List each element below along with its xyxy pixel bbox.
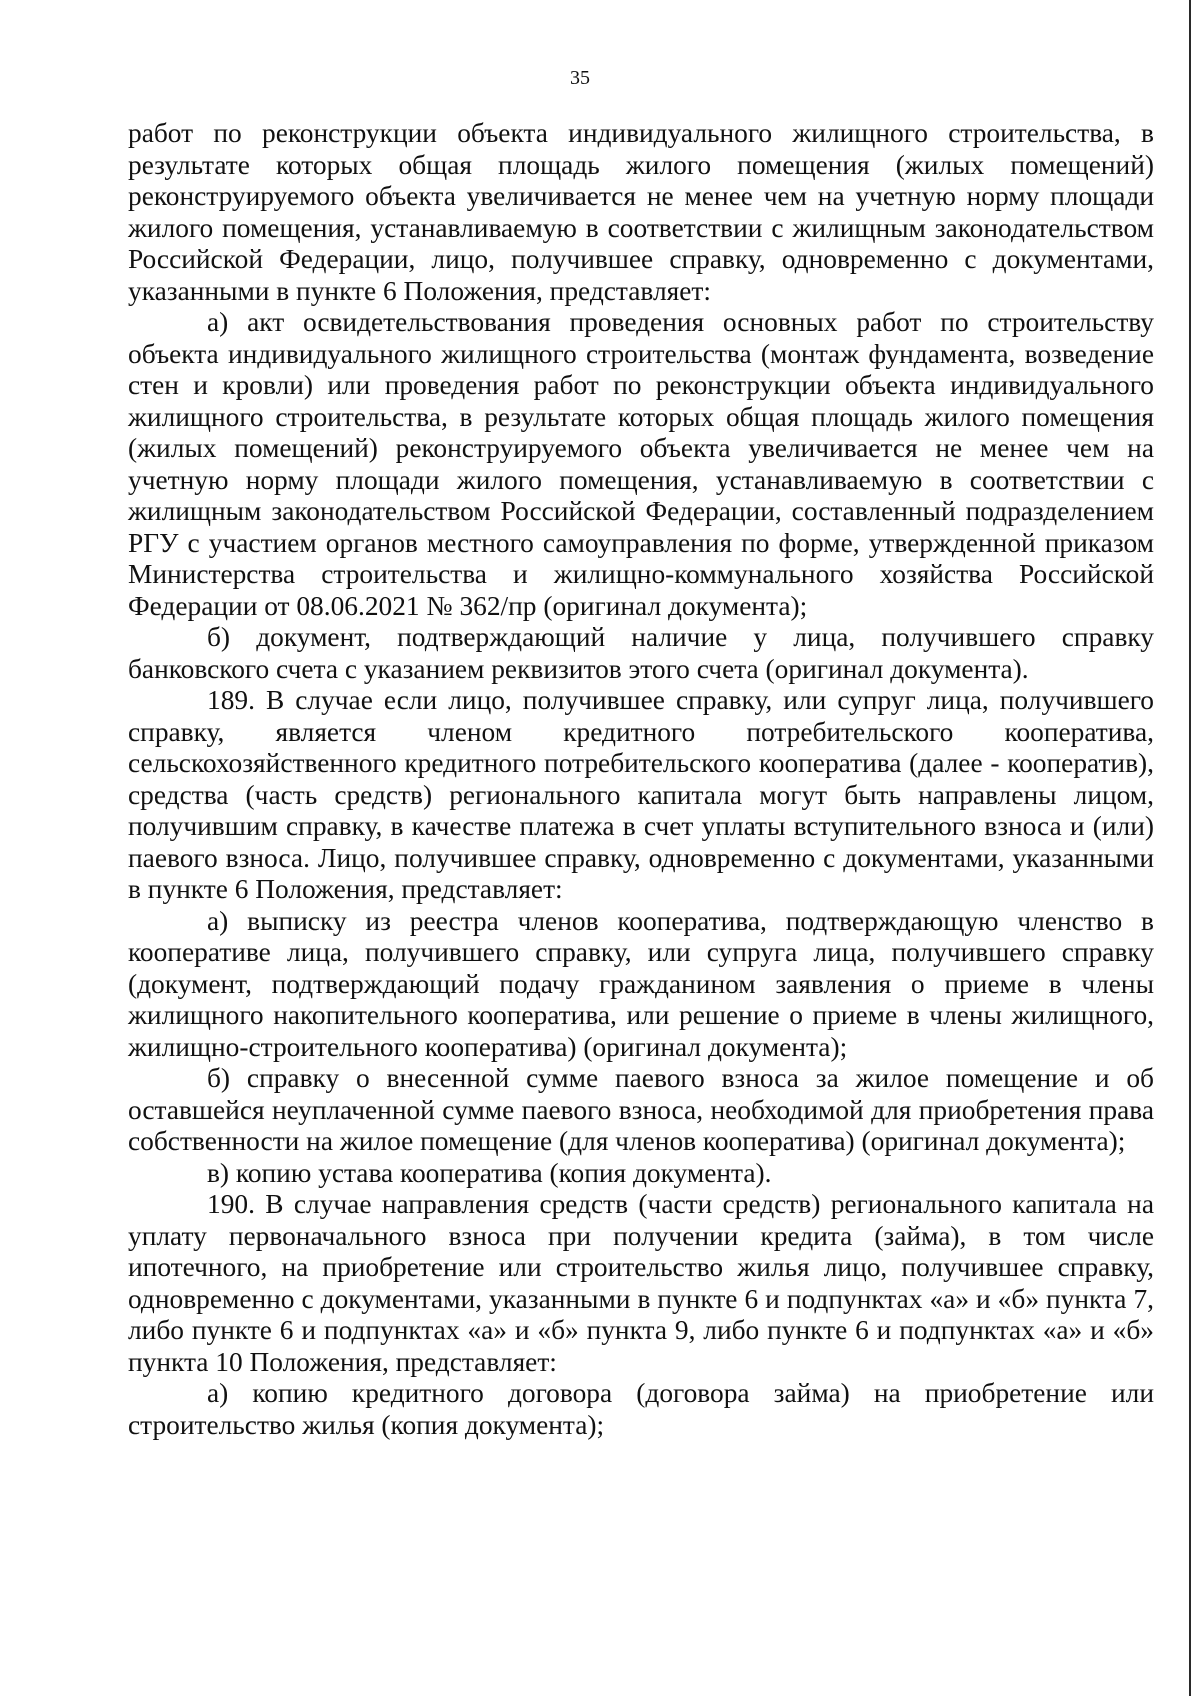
paragraph-item-v-charter-copy: в) копию устава кооператива (копия документа). [207, 1157, 772, 1188]
paragraph-item-a-registry-extract: а) выписку из реестра членов кооператива, подтверждающую членство в кооперативе лица, получившего справку, или супруга лица, получившего справку (документ, подтверждающий подачу гражданином заявления о приеме в члены жилищного накопительного кооператива, или решение о приеме в члены жилищного, жилищно-строительного кооператива) (оригинал документа); [128, 905, 1154, 1062]
paragraph-189: 189. В случае если лицо, получившее справку, или супруг лица, получившего справку, является членом кредитного потребительского кооператива, сельскохозяйственного кредитного потребительского кооператива (далее - кооператив), средства (часть средств) регионального капитала могут быть направлены лицом, получившим справку, в качестве платежа в счет уплаты вступительного взноса и (или) паевого взноса. Лицо, получившее справку, одновременно с документами, указанными в пункте 6 Положения, представляет: [128, 685, 1154, 904]
paragraph-item-a-inspection-act: а) акт освидетельствования проведения основных работ по строительству объекта индивидуального жилищного строительства (монтаж фундамента, возведение стен и кровли) или проведения работ по реконструкции объекта индивидуального жилищного строительства, в результате которых общая площадь жилого помещения (жилых помещений) реконструируемого объекта увеличивается не менее чем на учетную норму площади жилого помещения, устанавливаемую в соответствии с жилищным законодательством Российской Федерации, составленный подразделением РГУ с участием органов местного самоуправления по форме, утвержденной приказом Министерства строительства и жилищно-коммунального хозяйства Российской Федерации от 08.06.2021 № 362/пр (оригинал документа); [128, 307, 1154, 621]
paragraph-190: 190. В случае направления средств (части средств) регионального капитала на уплату первоначального взноса при получении кредита (займа), в том числе ипотечного, на приобретение или строительство жилья лицо, получившее справку, одновременно с документами, указанными в пункте 6 и подпунктах «а» и «б» пункта 7, либо пункте 6 и подпунктах «а» и «б» пункта 9, либо пункте 6 и подпунктах «а» и «б» пункта 10 Положения, представляет: [128, 1189, 1154, 1377]
paragraph-item-a-loan-agreement: а) копию кредитного договора (договора займа) на приобретение или строительство жилья (копия документа); [128, 1378, 1154, 1440]
paragraph-item-b-share-contribution: б) справку о внесенной сумме паевого взноса за жилое помещение и об оставшейся неуплаченной сумме паевого взноса, необходимой для приобретения права собственности на жилое помещение (для членов кооператива) (оригинал документа); [128, 1063, 1154, 1156]
paragraph-item-b-bank-account: б) документ, подтверждающий наличие у лица, получившего справку банковского счета с указанием реквизитов этого счета (оригинал документа). [128, 622, 1154, 684]
paragraph-continuation: работ по реконструкции объекта индивидуального жилищного строительства, в результате которых общая площадь жилого помещения (жилых помещений) реконструируемого объекта увеличивается не менее чем на учетную норму площади жилого помещения, устанавливаемую в соответствии с жилищным законодательством Российской Федерации, лицо, получившее справку, одновременно с документами, указанными в пункте 6 Положения, представляет: [128, 118, 1154, 306]
document-body [128, 118, 1154, 1441]
page-edge-line [1189, 0, 1191, 1696]
page-number: 35 [570, 67, 590, 89]
